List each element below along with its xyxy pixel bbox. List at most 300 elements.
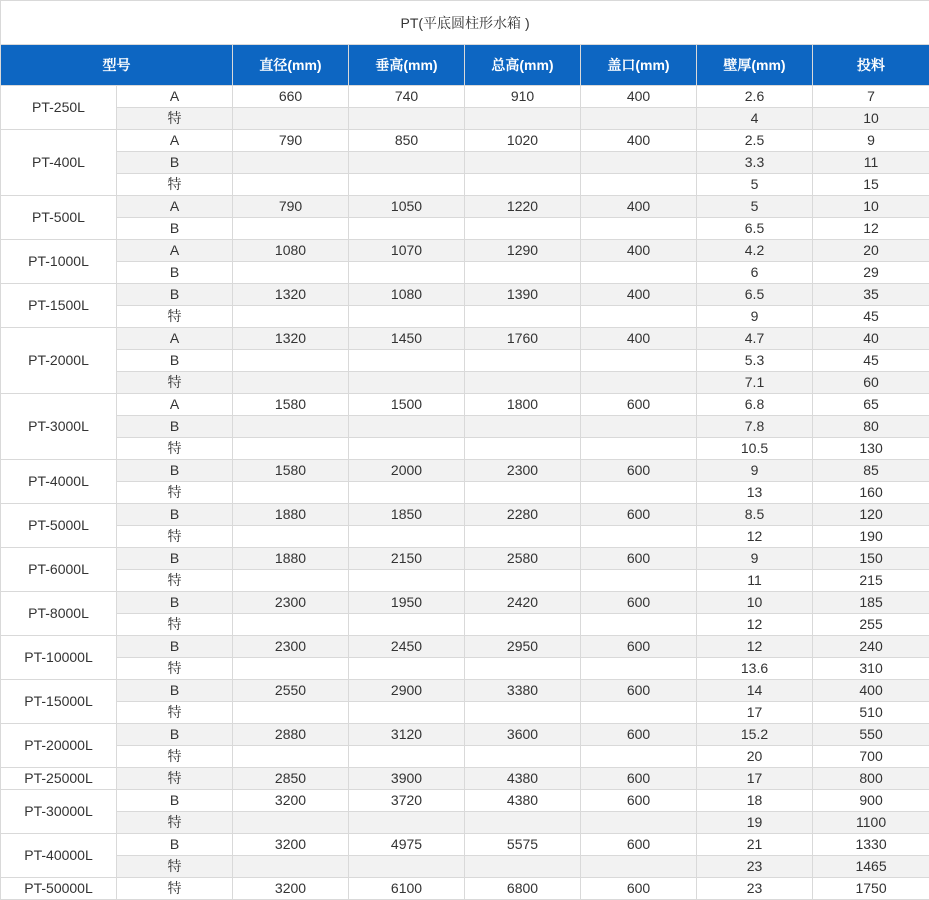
feed-cell: 510 (813, 702, 929, 724)
table-row (1, 878, 929, 900)
total-height-cell: 6800 (465, 878, 581, 900)
feed-cell: 7 (813, 86, 929, 108)
wall-cell: 5 (697, 174, 813, 196)
total-height-cell: 2420 (465, 592, 581, 614)
wall-cell: 23 (697, 878, 813, 900)
diameter-cell (233, 482, 349, 504)
wall-cell: 21 (697, 834, 813, 856)
diameter-cell (233, 856, 349, 878)
table-row (1, 790, 929, 812)
height-cell (349, 614, 465, 636)
height-cell (349, 174, 465, 196)
diameter-cell: 1880 (233, 548, 349, 570)
diameter-cell: 3200 (233, 878, 349, 900)
opening-cell: 600 (581, 592, 697, 614)
table-row (1, 130, 929, 152)
grade-cell: 特 (117, 878, 233, 900)
grade-cell: B (117, 548, 233, 570)
grade-cell: 特 (117, 614, 233, 636)
feed-cell: 65 (813, 394, 929, 416)
height-cell (349, 526, 465, 548)
wall-cell: 19 (697, 812, 813, 834)
grade-cell: B (117, 152, 233, 174)
header-feed: 投料 (813, 45, 929, 86)
wall-cell: 18 (697, 790, 813, 812)
opening-cell (581, 174, 697, 196)
height-cell: 1070 (349, 240, 465, 262)
diameter-cell (233, 570, 349, 592)
header-model: 型号 (1, 45, 233, 86)
opening-cell: 600 (581, 504, 697, 526)
height-cell: 3120 (349, 724, 465, 746)
height-cell (349, 746, 465, 768)
diameter-cell: 1880 (233, 504, 349, 526)
table-row (1, 438, 929, 460)
feed-cell: 11 (813, 152, 929, 174)
diameter-cell: 1580 (233, 394, 349, 416)
height-cell: 3900 (349, 768, 465, 790)
total-height-cell (465, 306, 581, 328)
grade-cell: 特 (117, 812, 233, 834)
total-height-cell (465, 856, 581, 878)
height-cell: 2000 (349, 460, 465, 482)
diameter-cell (233, 174, 349, 196)
table-row (1, 328, 929, 350)
grade-cell: B (117, 724, 233, 746)
table-row (1, 614, 929, 636)
table-row (1, 482, 929, 504)
grade-cell: B (117, 262, 233, 284)
height-cell (349, 702, 465, 724)
height-cell (349, 108, 465, 130)
table-row (1, 86, 929, 108)
opening-cell: 400 (581, 86, 697, 108)
diameter-cell: 790 (233, 130, 349, 152)
wall-cell: 7.1 (697, 372, 813, 394)
opening-cell: 600 (581, 460, 697, 482)
total-height-cell (465, 262, 581, 284)
model-cell: PT-10000L (1, 636, 117, 680)
opening-cell: 600 (581, 790, 697, 812)
table-row (1, 350, 929, 372)
feed-cell: 185 (813, 592, 929, 614)
total-height-cell (465, 218, 581, 240)
model-cell: PT-30000L (1, 790, 117, 834)
height-cell (349, 570, 465, 592)
total-height-cell: 4380 (465, 790, 581, 812)
wall-cell: 12 (697, 614, 813, 636)
table-row (1, 592, 929, 614)
wall-cell: 10 (697, 592, 813, 614)
height-cell: 1050 (349, 196, 465, 218)
header-diameter: 直径(mm) (233, 45, 349, 86)
table-row (1, 658, 929, 680)
model-cell: PT-3000L (1, 394, 117, 460)
wall-cell: 7.8 (697, 416, 813, 438)
wall-cell: 6.8 (697, 394, 813, 416)
grade-cell: B (117, 460, 233, 482)
model-cell: PT-1000L (1, 240, 117, 284)
diameter-cell: 2300 (233, 636, 349, 658)
wall-cell: 6.5 (697, 284, 813, 306)
opening-cell (581, 482, 697, 504)
total-height-cell: 4380 (465, 768, 581, 790)
feed-cell: 80 (813, 416, 929, 438)
table-row (1, 526, 929, 548)
grade-cell: 特 (117, 482, 233, 504)
wall-cell: 2.6 (697, 86, 813, 108)
diameter-cell: 1080 (233, 240, 349, 262)
grade-cell: B (117, 350, 233, 372)
wall-cell: 3.3 (697, 152, 813, 174)
height-cell: 3720 (349, 790, 465, 812)
table-row (1, 856, 929, 878)
total-height-cell: 1220 (465, 196, 581, 218)
wall-cell: 4 (697, 108, 813, 130)
total-height-cell: 1020 (465, 130, 581, 152)
height-cell (349, 856, 465, 878)
table-row (1, 504, 929, 526)
header-wall: 壁厚(mm) (697, 45, 813, 86)
diameter-cell (233, 812, 349, 834)
feed-cell: 1100 (813, 812, 929, 834)
total-height-cell (465, 526, 581, 548)
model-cell: PT-1500L (1, 284, 117, 328)
model-cell: PT-8000L (1, 592, 117, 636)
height-cell: 1500 (349, 394, 465, 416)
header-total-height: 总高(mm) (465, 45, 581, 86)
total-height-cell (465, 438, 581, 460)
height-cell (349, 372, 465, 394)
diameter-cell (233, 702, 349, 724)
grade-cell: 特 (117, 768, 233, 790)
height-cell: 6100 (349, 878, 465, 900)
diameter-cell: 1320 (233, 284, 349, 306)
feed-cell: 35 (813, 284, 929, 306)
feed-cell: 12 (813, 218, 929, 240)
diameter-cell: 2550 (233, 680, 349, 702)
grade-cell: 特 (117, 526, 233, 548)
opening-cell (581, 614, 697, 636)
wall-cell: 4.7 (697, 328, 813, 350)
model-cell: PT-5000L (1, 504, 117, 548)
wall-cell: 2.5 (697, 130, 813, 152)
table-title: PT(平底圆柱形水箱 ) (1, 1, 929, 45)
feed-cell: 800 (813, 768, 929, 790)
diameter-cell (233, 262, 349, 284)
total-height-cell (465, 174, 581, 196)
height-cell (349, 218, 465, 240)
diameter-cell: 790 (233, 196, 349, 218)
table-row (1, 702, 929, 724)
wall-cell: 17 (697, 702, 813, 724)
total-height-cell (465, 812, 581, 834)
grade-cell: 特 (117, 174, 233, 196)
grade-cell: B (117, 416, 233, 438)
total-height-cell: 1290 (465, 240, 581, 262)
height-cell (349, 482, 465, 504)
table-row (1, 570, 929, 592)
model-cell: PT-250L (1, 86, 117, 130)
total-height-cell (465, 108, 581, 130)
total-height-cell: 3380 (465, 680, 581, 702)
opening-cell: 600 (581, 834, 697, 856)
grade-cell: A (117, 86, 233, 108)
grade-cell: A (117, 130, 233, 152)
total-height-cell (465, 746, 581, 768)
total-height-cell (465, 482, 581, 504)
table-row (1, 548, 929, 570)
diameter-cell (233, 416, 349, 438)
wall-cell: 6.5 (697, 218, 813, 240)
feed-cell: 45 (813, 306, 929, 328)
height-cell: 850 (349, 130, 465, 152)
total-height-cell: 1800 (465, 394, 581, 416)
table-row (1, 152, 929, 174)
opening-cell: 600 (581, 724, 697, 746)
height-cell: 1950 (349, 592, 465, 614)
opening-cell (581, 526, 697, 548)
total-height-cell (465, 702, 581, 724)
model-cell: PT-4000L (1, 460, 117, 504)
diameter-cell: 3200 (233, 790, 349, 812)
feed-cell: 400 (813, 680, 929, 702)
opening-cell (581, 438, 697, 460)
grade-cell: 特 (117, 438, 233, 460)
height-cell: 4975 (349, 834, 465, 856)
grade-cell: A (117, 240, 233, 262)
height-cell (349, 350, 465, 372)
wall-cell: 5 (697, 196, 813, 218)
feed-cell: 550 (813, 724, 929, 746)
height-cell: 2150 (349, 548, 465, 570)
opening-cell: 600 (581, 394, 697, 416)
header-height: 垂高(mm) (349, 45, 465, 86)
feed-cell: 20 (813, 240, 929, 262)
opening-cell: 400 (581, 328, 697, 350)
opening-cell: 400 (581, 196, 697, 218)
header-opening: 盖口(mm) (581, 45, 697, 86)
grade-cell: A (117, 328, 233, 350)
wall-cell: 13 (697, 482, 813, 504)
wall-cell: 4.2 (697, 240, 813, 262)
grade-cell: B (117, 284, 233, 306)
diameter-cell (233, 218, 349, 240)
feed-cell: 215 (813, 570, 929, 592)
grade-cell: 特 (117, 746, 233, 768)
grade-cell: 特 (117, 856, 233, 878)
feed-cell: 29 (813, 262, 929, 284)
table-row (1, 218, 929, 240)
feed-cell: 1465 (813, 856, 929, 878)
total-height-cell: 1390 (465, 284, 581, 306)
model-cell: PT-500L (1, 196, 117, 240)
table-row (1, 284, 929, 306)
opening-cell (581, 306, 697, 328)
feed-cell: 240 (813, 636, 929, 658)
grade-cell: B (117, 790, 233, 812)
opening-cell: 600 (581, 878, 697, 900)
table-row (1, 746, 929, 768)
total-height-cell: 5575 (465, 834, 581, 856)
height-cell (349, 416, 465, 438)
table-row (1, 768, 929, 790)
diameter-cell: 1580 (233, 460, 349, 482)
diameter-cell (233, 746, 349, 768)
feed-cell: 85 (813, 460, 929, 482)
grade-cell: A (117, 196, 233, 218)
model-cell: PT-20000L (1, 724, 117, 768)
wall-cell: 23 (697, 856, 813, 878)
wall-cell: 15.2 (697, 724, 813, 746)
table-row (1, 174, 929, 196)
feed-cell: 150 (813, 548, 929, 570)
height-cell: 1850 (349, 504, 465, 526)
table-row (1, 680, 929, 702)
opening-cell: 400 (581, 240, 697, 262)
total-height-cell (465, 372, 581, 394)
opening-cell: 600 (581, 548, 697, 570)
diameter-cell: 660 (233, 86, 349, 108)
total-height-cell: 2950 (465, 636, 581, 658)
wall-cell: 8.5 (697, 504, 813, 526)
height-cell: 1080 (349, 284, 465, 306)
opening-cell: 400 (581, 130, 697, 152)
grade-cell: 特 (117, 108, 233, 130)
opening-cell (581, 108, 697, 130)
wall-cell: 14 (697, 680, 813, 702)
grade-cell: 特 (117, 306, 233, 328)
table-body (1, 86, 929, 900)
opening-cell (581, 262, 697, 284)
grade-cell: B (117, 504, 233, 526)
feed-cell: 45 (813, 350, 929, 372)
height-cell (349, 658, 465, 680)
grade-cell: B (117, 218, 233, 240)
total-height-cell: 1760 (465, 328, 581, 350)
feed-cell: 10 (813, 108, 929, 130)
model-cell: PT-15000L (1, 680, 117, 724)
opening-cell: 400 (581, 284, 697, 306)
opening-cell: 600 (581, 680, 697, 702)
table-row (1, 460, 929, 482)
feed-cell: 160 (813, 482, 929, 504)
opening-cell (581, 152, 697, 174)
feed-cell: 190 (813, 526, 929, 548)
table-row (1, 262, 929, 284)
diameter-cell: 2880 (233, 724, 349, 746)
total-height-cell (465, 614, 581, 636)
total-height-cell: 910 (465, 86, 581, 108)
table-row (1, 724, 929, 746)
wall-cell: 11 (697, 570, 813, 592)
diameter-cell (233, 152, 349, 174)
table-row (1, 306, 929, 328)
feed-cell: 1750 (813, 878, 929, 900)
height-cell (349, 262, 465, 284)
total-height-cell: 3600 (465, 724, 581, 746)
total-height-cell (465, 152, 581, 174)
height-cell: 2900 (349, 680, 465, 702)
diameter-cell (233, 108, 349, 130)
diameter-cell (233, 526, 349, 548)
feed-cell: 130 (813, 438, 929, 460)
opening-cell (581, 416, 697, 438)
opening-cell: 600 (581, 768, 697, 790)
table-row (1, 372, 929, 394)
grade-cell: A (117, 394, 233, 416)
wall-cell: 9 (697, 548, 813, 570)
grade-cell: B (117, 592, 233, 614)
feed-cell: 60 (813, 372, 929, 394)
wall-cell: 5.3 (697, 350, 813, 372)
table-row (1, 196, 929, 218)
feed-cell: 255 (813, 614, 929, 636)
feed-cell: 700 (813, 746, 929, 768)
opening-cell (581, 218, 697, 240)
wall-cell: 6 (697, 262, 813, 284)
opening-cell (581, 746, 697, 768)
wall-cell: 9 (697, 306, 813, 328)
diameter-cell (233, 658, 349, 680)
table-row (1, 394, 929, 416)
diameter-cell (233, 306, 349, 328)
total-height-cell (465, 570, 581, 592)
grade-cell: 特 (117, 372, 233, 394)
feed-cell: 310 (813, 658, 929, 680)
grade-cell: 特 (117, 702, 233, 724)
opening-cell (581, 702, 697, 724)
model-cell: PT-2000L (1, 328, 117, 394)
grade-cell: B (117, 636, 233, 658)
grade-cell: B (117, 834, 233, 856)
grade-cell: 特 (117, 658, 233, 680)
height-cell (349, 306, 465, 328)
wall-cell: 10.5 (697, 438, 813, 460)
opening-cell (581, 812, 697, 834)
opening-cell (581, 856, 697, 878)
header-row (1, 45, 929, 86)
model-cell: PT-40000L (1, 834, 117, 878)
table-row (1, 812, 929, 834)
model-cell: PT-400L (1, 130, 117, 196)
total-height-cell (465, 658, 581, 680)
wall-cell: 12 (697, 526, 813, 548)
feed-cell: 40 (813, 328, 929, 350)
height-cell (349, 152, 465, 174)
table-row (1, 416, 929, 438)
model-cell: PT-25000L (1, 768, 117, 790)
total-height-cell: 2280 (465, 504, 581, 526)
feed-cell: 9 (813, 130, 929, 152)
opening-cell: 600 (581, 636, 697, 658)
diameter-cell: 3200 (233, 834, 349, 856)
opening-cell (581, 570, 697, 592)
diameter-cell (233, 350, 349, 372)
total-height-cell: 2300 (465, 460, 581, 482)
feed-cell: 900 (813, 790, 929, 812)
table-row (1, 636, 929, 658)
diameter-cell (233, 438, 349, 460)
wall-cell: 13.6 (697, 658, 813, 680)
feed-cell: 15 (813, 174, 929, 196)
diameter-cell (233, 614, 349, 636)
wall-cell: 12 (697, 636, 813, 658)
total-height-cell (465, 350, 581, 372)
height-cell: 1450 (349, 328, 465, 350)
grade-cell: 特 (117, 570, 233, 592)
diameter-cell: 1320 (233, 328, 349, 350)
